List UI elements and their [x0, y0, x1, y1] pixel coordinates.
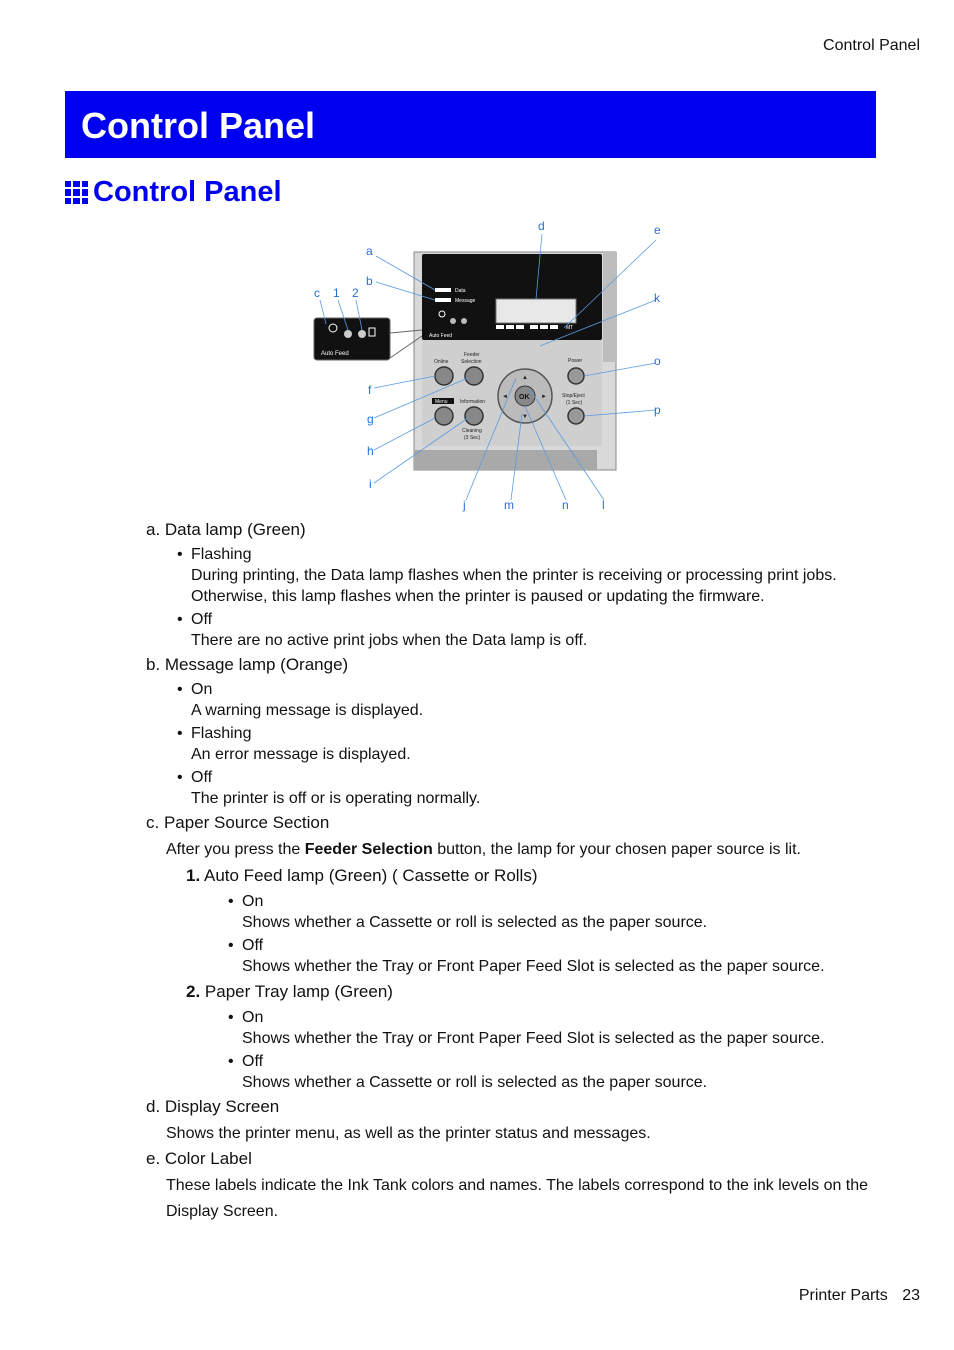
online-button [435, 367, 453, 385]
callout-c: c [314, 286, 320, 300]
callout-o: o [654, 354, 661, 368]
callout-j: j [463, 498, 466, 512]
list-item: • Off Shows whether the Tray or Front Paper Feed Slot is selected as the paper source. [242, 935, 886, 977]
chapter-title: Control Panel [81, 105, 316, 146]
item-c-title: c. Paper Source Section [146, 813, 330, 832]
feeder-selection-label-2: Selection [461, 359, 482, 365]
item-d-title: d. Display Screen [146, 1097, 280, 1116]
callout-k: k [654, 291, 660, 305]
stop-eject-label-2: (1 Sec) [566, 400, 583, 406]
feeder-selection-label-1: Feeder [464, 352, 480, 358]
feeder-selection-button [465, 367, 483, 385]
data-lamp [435, 288, 451, 292]
item-b-title: b. Message lamp (Orange) [146, 655, 349, 674]
callout-m: m [504, 498, 514, 512]
display-screen [496, 299, 576, 323]
zoom-paper-tray-lamp [358, 330, 366, 338]
page-number: 23 [902, 1287, 920, 1304]
callout-g: g [367, 412, 374, 426]
ok-label: OK [519, 394, 530, 401]
list-item: • Flashing An error message is displayed. [191, 723, 886, 765]
list-item: • On Shows whether the Tray or Front Paper Feed Slot is selected as the paper source. [242, 1007, 886, 1049]
callout-b: b [366, 274, 373, 288]
page-footer [799, 1287, 920, 1305]
item-b-bullets [146, 679, 886, 809]
list-item: • Off Shows whether a Cassette or roll is selected as the paper source. [242, 1051, 886, 1093]
list-item: • On Shows whether a Cassette or roll is selected as the paper source. [242, 891, 886, 933]
stop-eject-label-1: Stop/Eject [562, 393, 585, 399]
zoom-auto-feed-label: Auto Feed [321, 351, 349, 357]
list-item: • Flashing During printing, the Data lamp flashes when the printer is receiving or processing print jobs. Otherwise, this lamp flashes when the printer is paused or updating the firmware. [191, 544, 886, 607]
information-button [465, 407, 483, 425]
grid-bullet-icon [65, 181, 88, 204]
item-a-bullets [146, 544, 886, 651]
sub-item-2: 2. Paper Tray lamp (Green) • On Shows whether the Tray or Front Paper Feed Slot is selected as the paper source. • Off Shows whether a Cassette or roll is selected as the paper source. [186, 981, 886, 1093]
printer-bottom-strip [414, 450, 597, 470]
menu-button [435, 407, 453, 425]
chapter-banner [65, 91, 876, 158]
section-heading [65, 176, 282, 209]
callout-1: 1 [333, 286, 340, 300]
running-header: Control Panel [823, 37, 920, 54]
zoom-auto-feed-lamp [344, 330, 352, 338]
callout-a: a [366, 244, 373, 258]
section-title: Control Panel [93, 176, 282, 208]
callout-p: p [654, 403, 661, 417]
callout-h: h [367, 444, 374, 458]
auto-feed-lamp-small [450, 318, 456, 324]
down-arrow-icon: ▼ [522, 414, 528, 420]
cleaning-label-1: Cleaning [462, 428, 482, 434]
power-label: Power [568, 358, 583, 364]
item-a-title: a. Data lamp (Green) [146, 520, 306, 539]
callout-e: e [654, 223, 661, 237]
callout-l: l [602, 498, 605, 512]
footer-section: Printer Parts [798, 1287, 888, 1304]
item-e-desc: These labels indicate the Ink Tank colors and names. The labels correspond to the ink levels on the Display Screen. [166, 1177, 869, 1220]
printer-right-side [603, 252, 617, 362]
right-arrow-icon: ► [541, 394, 547, 400]
item-c-intro: After you press the Feeder Selection button, the lamp for your chosen paper source is lit. [166, 841, 801, 858]
auto-feed-label: Auto Feed [429, 333, 453, 339]
callout-i: i [369, 477, 372, 491]
paper-tray-lamp-small [461, 318, 467, 324]
item-d-desc: Shows the printer menu, as well as the printer status and messages. [166, 1125, 651, 1142]
list-item: • Off There are no active print jobs when the Data lamp is off. [191, 609, 886, 651]
data-lamp-label: Data [455, 288, 466, 294]
left-arrow-icon: ◄ [502, 394, 508, 400]
up-arrow-icon: ▲ [522, 375, 528, 381]
list-item: • Off The printer is off or is operating normally. [191, 767, 886, 809]
list-item: • On A warning message is displayed. [191, 679, 886, 721]
message-lamp [435, 298, 451, 302]
menu-label: Menu [435, 399, 448, 405]
cleaning-label-2: (3 Sec) [464, 435, 481, 441]
callout-2: 2 [352, 286, 359, 300]
callout-f: f [368, 383, 372, 397]
message-lamp-label: Message [455, 298, 476, 304]
mt-label: MT [566, 325, 574, 331]
sub-item-1: 1. Auto Feed lamp (Green) ( Cassette or Rolls) • On Shows whether a Cassette or roll is selected as the paper source. • Off Shows whether the Tray or Front Paper Feed Slot is selected as the paper source. [186, 865, 886, 977]
control-panel-figure [308, 218, 668, 516]
power-button [568, 368, 584, 384]
control-panel-diagram [308, 218, 668, 516]
parts-list [146, 520, 886, 1225]
information-label: Information [460, 399, 486, 405]
item-e-title: e. Color Label [146, 1149, 252, 1168]
online-label: Online [434, 359, 449, 365]
stop-eject-button [568, 408, 584, 424]
callout-d: d [538, 219, 545, 233]
callout-n: n [562, 498, 569, 512]
